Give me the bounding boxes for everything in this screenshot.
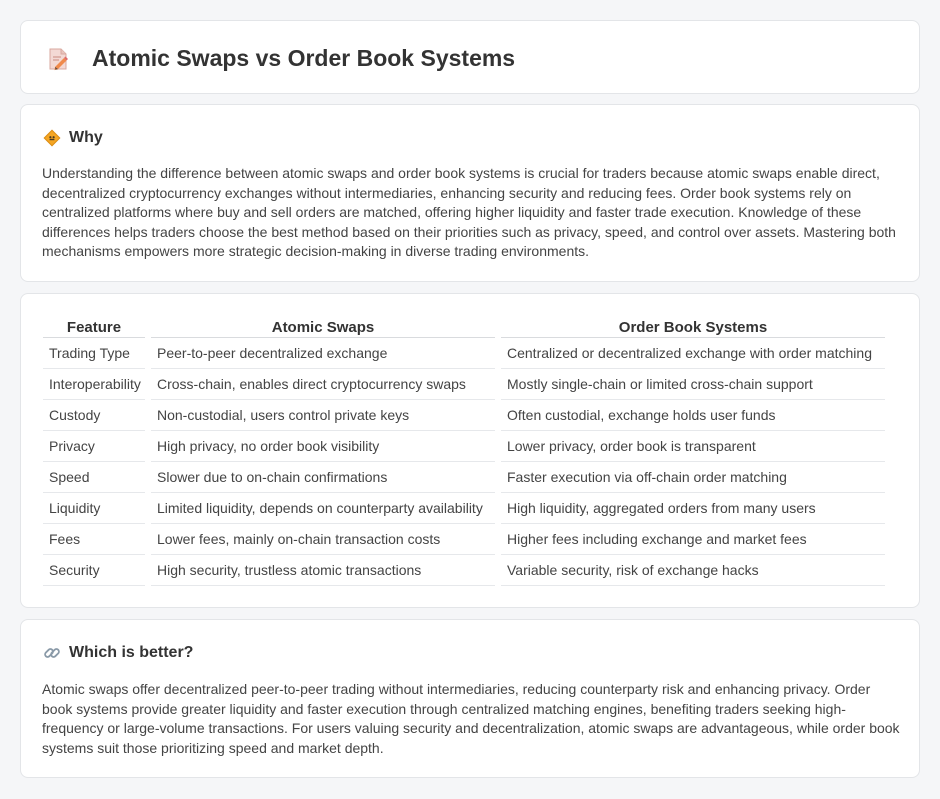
order-book-cell: Often custodial, exchange holds user funds	[501, 400, 885, 431]
atomic-swaps-cell: Limited liquidity, depends on counterparty availability	[151, 493, 495, 524]
atomic-swaps-cell: Slower due to on-chain confirmations	[151, 462, 495, 493]
why-section	[20, 104, 920, 282]
atomic-swaps-cell: High security, trustless atomic transactions	[151, 555, 495, 586]
why-text: Understanding the difference between atomic swaps and order book systems is crucial for traders because atomic swaps enable direct, decentralized cryptocurrency exchanges without intermediaries, enhancing security and reducing fees. Order book systems rely on centralized platforms where buy and sell orders are matched, offering higher liquidity and faster trade execution. Knowledge of these differences helps traders choose the best method based on their priorities such as privacy, speed, and control over assets. Mastering both mechanisms empowers more strategic decision-making in diverse trading environments.	[42, 165, 896, 260]
column-header-feature: Feature	[43, 315, 145, 338]
atomic-swaps-cell: Cross-chain, enables direct cryptocurrency swaps	[151, 369, 495, 400]
page-title: Atomic Swaps vs Order Book Systems	[92, 45, 516, 71]
atomic-swaps-cell: Lower fees, mainly on-chain transaction costs	[151, 524, 495, 555]
order-book-cell: High liquidity, aggregated orders from many users	[501, 493, 885, 524]
order-book-cell: Centralized or decentralized exchange with order matching	[501, 338, 885, 369]
atomic-swaps-cell: Non-custodial, users control private keys	[151, 400, 495, 431]
order-book-cell: Higher fees including exchange and market fees	[501, 524, 885, 555]
column-header-order-book-systems: Order Book Systems	[501, 315, 885, 338]
comparison-card	[20, 293, 920, 608]
order-book-cell: Variable security, risk of exchange hacks	[501, 555, 885, 586]
feature-cell: Interoperability	[43, 369, 145, 400]
which-is-better-section	[20, 619, 920, 778]
table-row	[43, 431, 885, 462]
order-book-cell: Mostly single-chain or limited cross-chain support	[501, 369, 885, 400]
feature-cell: Security	[43, 555, 145, 586]
why-heading	[43, 127, 103, 149]
table-header-row	[43, 315, 885, 338]
table-row	[43, 338, 885, 369]
feature-cell: Speed	[43, 462, 145, 493]
header-card	[20, 20, 920, 94]
which-is-better-heading	[43, 642, 193, 664]
table-row	[43, 555, 885, 586]
feature-cell: Custody	[43, 400, 145, 431]
order-book-cell: Faster execution via off-chain order matching	[501, 462, 885, 493]
why-title: Why	[69, 129, 103, 146]
which-is-better-title: Which is better?	[69, 644, 194, 661]
atomic-swaps-cell: High privacy, no order book visibility	[151, 431, 495, 462]
comparison-table	[37, 315, 891, 586]
atomic-swaps-cell: Peer-to-peer decentralized exchange	[151, 338, 495, 369]
table-row	[43, 462, 885, 493]
which-is-better-text: Atomic swaps offer decentralized peer-to-peer trading without intermediaries, reducing counterparty risk and enhancing privacy. Order book systems provide greater liquidity and faster execution through centralized matching engines, benefiting traders seeking high-frequency or large-volume transactions. For users valuing security and decentralization, atomic swaps are advantageous, while order book systems suit those prioritizing speed and market depth.	[42, 681, 900, 756]
table-row	[43, 493, 885, 524]
order-book-cell: Lower privacy, order book is transparent	[501, 431, 885, 462]
table-row	[43, 524, 885, 555]
diamond-sign-icon	[43, 129, 61, 147]
table-row	[43, 400, 885, 431]
table-row	[43, 369, 885, 400]
feature-cell: Fees	[43, 524, 145, 555]
document-pencil-icon	[47, 47, 69, 71]
feature-cell: Liquidity	[43, 493, 145, 524]
link-icon	[43, 644, 61, 662]
feature-cell: Trading Type	[43, 338, 145, 369]
column-header-atomic-swaps: Atomic Swaps	[151, 315, 495, 338]
feature-cell: Privacy	[43, 431, 145, 462]
